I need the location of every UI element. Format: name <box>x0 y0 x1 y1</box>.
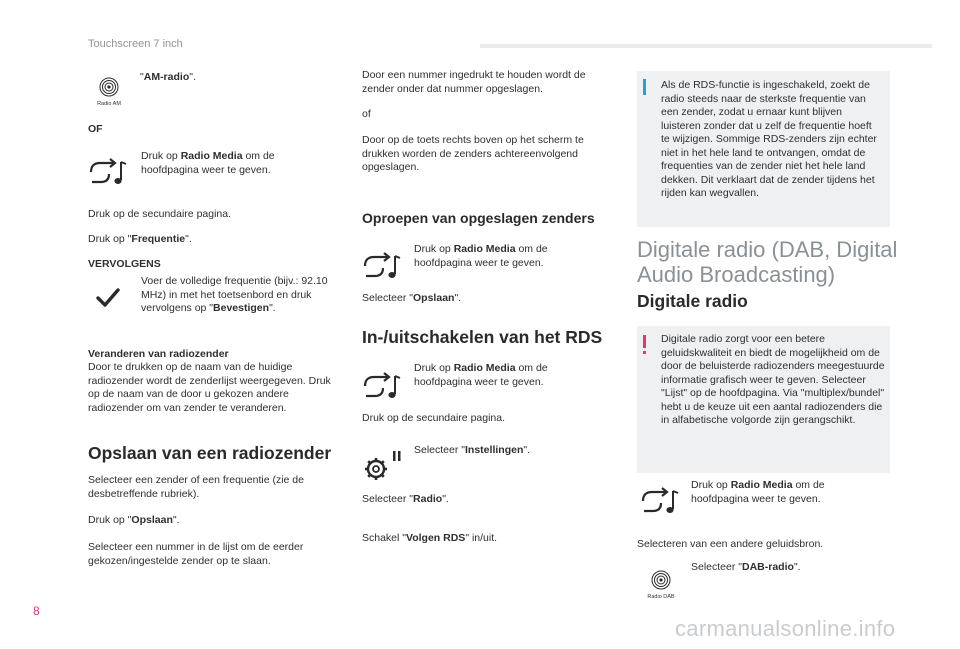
warning-text: Digitale radio zorgt voor een betere geluidskwaliteit en biedt de mogelijkheid om de door de beluisterde radiozenders meegestuurde informatie grafisch weer te geven. Selecteer "Lijst" op de hoofdpagina. Via "multiplex/bundel" hebt u de keuze uit een aantal radiozenders die in alfabetische volgorde zijn gerangschikt. <box>661 333 885 426</box>
rds-media-step: Druk op Radio Media om de hoofdpagina weer te geven. <box>414 362 548 388</box>
secondary-page-text: Druk op de secundaire pagina. <box>88 208 232 220</box>
header-title: Touchscreen 7 inch <box>88 38 183 50</box>
rename-title: Veranderen van radiozender <box>88 348 229 360</box>
of-text: of <box>362 108 371 120</box>
rds-radio-step: Selecteer "Radio". <box>362 493 449 505</box>
info-icon <box>643 80 646 95</box>
radio-am-icon-label: Radio AM <box>97 101 121 107</box>
recall-media-step: Druk op Radio Media om de hoofdpagina weer te geven. <box>414 243 548 269</box>
recall-select-step: Selecteer "Opslaan". <box>362 292 462 304</box>
radio-media-icon <box>640 487 682 522</box>
heading-dab: Digitale radio (DAB, Digital Audio Broadcasting) <box>637 237 898 287</box>
warning-box <box>637 326 890 473</box>
dab-select-step: Selecteer "DAB-radio". <box>691 561 801 573</box>
hold-number-text: Door een nummer ingedrukt te houden wordt de zender onder dat nummer opgeslagen. <box>362 69 586 95</box>
of-label: OF <box>88 123 103 135</box>
radio-media-icon <box>362 252 404 287</box>
rds-settings-step: Selecteer "Instellingen". <box>414 444 531 456</box>
watermark: carmanualsonline.info <box>675 616 896 641</box>
page-number: 8 <box>33 604 40 618</box>
info-box <box>637 71 890 227</box>
rds-secondary-text: Druk op de secundaire pagina. <box>362 412 506 424</box>
radio-media-icon <box>362 372 404 407</box>
frequency-step: Druk op "Frequentie". <box>88 233 192 245</box>
enter-frequency-step: Voer de volledige frequentie (bijv.: 92.10 MHz) in met het toetsenbord en druk vervolgens op "Bevestigen". <box>141 275 328 314</box>
radio-media-icon <box>88 158 130 193</box>
warning-icon <box>643 335 646 348</box>
checkmark-icon <box>96 288 120 313</box>
settings-gear-icon <box>364 447 404 488</box>
vervolgens-label: VERVOLGENS <box>88 258 161 270</box>
heading-rds: In-/uitschakelen van het RDS <box>362 327 603 347</box>
rename-text: Door te drukken op de naam van de huidige radiozender wordt de zenderlijst weergegeven. Druk op de naam van de door u gekozen andere radiozender om van zender te veranderen. <box>88 361 331 414</box>
other-source-text: Selecteren van een andere geluidsbron. <box>637 538 824 550</box>
dab-media-step: Druk op Radio Media om de hoofdpagina weer te geven. <box>691 479 825 505</box>
heading-store-station: Opslaan van een radiozender <box>88 443 332 463</box>
radio-media-step: Druk op Radio Media om de hoofdpagina weer te geven. <box>141 150 275 176</box>
radio-dab-icon-label: Radio DAB <box>647 594 675 600</box>
heading-digital-radio: Digitale radio <box>637 291 748 311</box>
store-intro-text: Selecteer een zender of een frequentie (zie de desbetreffende rubriek). <box>88 474 304 500</box>
radio-am-icon <box>90 72 128 115</box>
info-text: Als de RDS-functie is ingeschakeld, zoekt de radio steeds naar de sterkste frequentie van een zender, zodat u ernaar kunt blijven luisteren zonder dat u zelf de frequentie hoeft te wijzigen. Sommige RDS-zenders zijn echter niet in het hele land te ontvangen, omdat de frequenties van de zender niet het hele land dekken. Dit verklaart dat de zender tijdens het rijden kan wegvallen. <box>661 79 877 199</box>
rds-toggle-step: Schakel "Volgen RDS" in/uit. <box>362 532 498 544</box>
store-button-step: Druk op "Opslaan". <box>88 514 180 526</box>
arrows-text: Door op de toets rechts boven op het scherm te drukken worden de zenders achtereenvolgend opgeslagen. <box>362 134 584 173</box>
heading-recall-stations: Oproepen van opgeslagen zenders <box>362 210 595 226</box>
header-rule <box>480 44 932 48</box>
am-radio-text: "AM-radio". <box>140 71 196 83</box>
store-list-text: Selecteer een nummer in de lijst om de eerder gekozen/ingestelde zender op te slaan. <box>88 541 304 567</box>
